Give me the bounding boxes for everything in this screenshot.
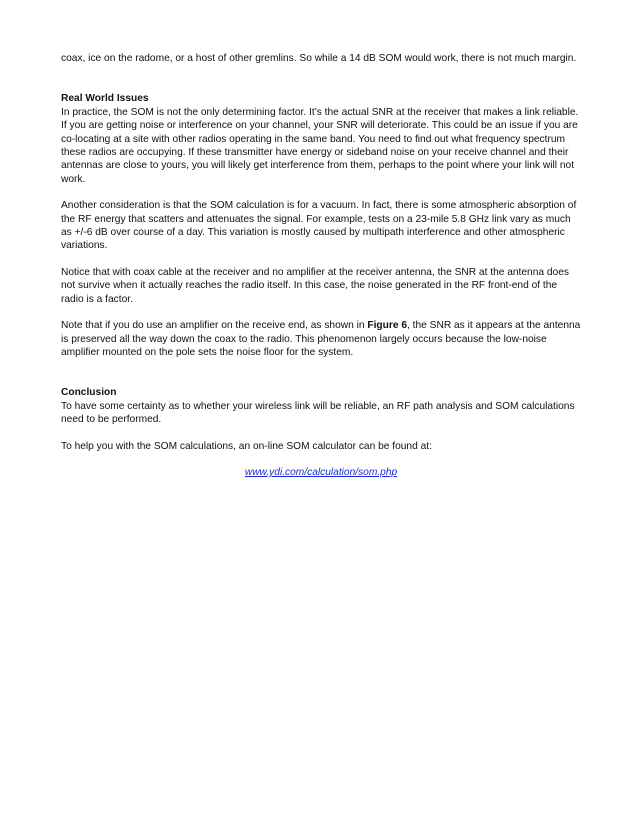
figure-reference: Figure 6 [367,320,408,332]
real-world-paragraph-4 [61,319,581,359]
paragraph-text: , the SNR as it appears at the antenna is preserved all the way down the coax to the radio. This phenomenon largely occurs because the low-noise amplifier mounted on the pole sets the noise floor for the system. [61,320,581,358]
real-world-paragraph-1: In practice, the SOM is not the only determining factor. It’s the actual SNR at the receiver that makes a link reliable. If you are getting noise or interference on your channel, your SNR will deteriorate. This could be an issue if you are co-locating at a site with other radios operating in the same band. You need to find out what frequency spectrum these radios are occupying. If these transmitter have energy or sideband noise on your receive channel and their antennas are close to yours, you will likely get interference from them, perhaps to the point where your link will not work. [61,106,579,185]
real-world-paragraph-3: Notice that with coax cable at the receiver and no amplifier at the receiver antenna, the SNR at the antenna does not survive when it actually reaches the radio itself. In this case, the noise generated in the RF front-end of the radio is a factor. [61,266,569,305]
spacer [61,65,581,92]
conclusion-paragraph-1: To have some certainty as to whether your wireless link will be reliable, an RF path analysis and SOM calculations need to be performed. [61,400,575,426]
spacer [61,306,581,319]
section-heading-conclusion: Conclusion [61,387,117,399]
page-content [61,52,581,479]
intro-paragraph: coax, ice on the radome, or a host of other gremlins. So while a 14 dB SOM would work, there is not much margin. [61,53,577,64]
calculator-link-row [61,466,581,479]
spacer [61,359,581,386]
spacer [61,453,581,466]
conclusion-paragraph-2: To help you with the SOM calculations, an on-line SOM calculator can be found at: [61,440,432,452]
paragraph-text: Note that if you do use an amplifier on the receive end, as shown in [61,320,368,332]
spacer [61,186,581,199]
real-world-paragraph-2: Another consideration is that the SOM calculation is for a vacuum. In fact, there is some atmospheric absorption of the RF energy that scatters and attenuates the signal. For example, tests on a 23-mile 5.8 GHz link vary as much as +/-6 dB over course of a day. This variation is mostly caused by multipath interference and other atmospheric variations. [61,200,577,252]
spacer [61,427,581,440]
section-heading-real-world-issues: Real World Issues [61,93,149,105]
som-calculator-link[interactable]: www.ydi.com/calculation/som.php [244,466,398,478]
spacer [61,253,581,266]
